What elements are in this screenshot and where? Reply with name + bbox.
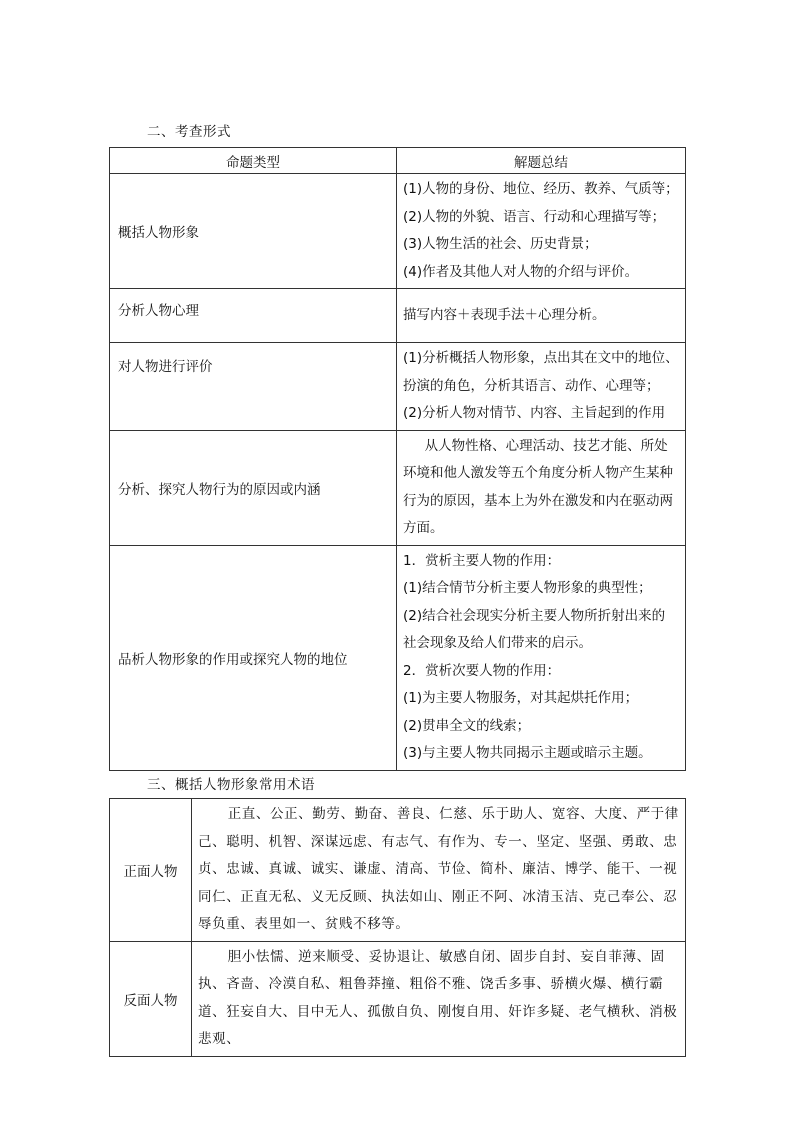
summary-line: (3)与主要人物共同揭示主题或暗示主题。 [403, 745, 652, 761]
positive-character-label: 正面人物 [110, 799, 192, 942]
question-type-cell: 概括人物形象 [110, 174, 397, 289]
summary-cell [397, 174, 686, 289]
section-heading-character-terms: 三、概括人物形象常用术语 [147, 777, 315, 793]
table-row [110, 941, 686, 1056]
summary-cell [397, 430, 686, 545]
summary-line: (4)作者及其他人对人物的介绍与评价。 [403, 263, 639, 280]
table-row [110, 174, 686, 289]
summary-line: (2)分析人物对情节、内容、主旨起到的作用 [403, 405, 666, 421]
summary-line: 扮演的角色，分析其语言、动作、心理等； [403, 377, 660, 394]
negative-character-label: 反面人物 [110, 941, 192, 1056]
table-row [110, 430, 686, 545]
question-type-cell: 对人物进行评价 [110, 343, 397, 431]
header-solution-summary: 解题总结 [397, 148, 686, 174]
table-row [110, 343, 686, 431]
summary-line: (2)人物的外貌、语言、行动和心理描写等； [403, 208, 666, 225]
summary-line: 描写内容＋表现手法＋心理分析。 [403, 306, 606, 323]
question-type-cell: 分析人物心理 [110, 289, 397, 343]
summary-paragraph: 从人物性格、心理活动、技艺才能、所处环境和他人激发等五个角度分析人物产生某种行为的原因，基本上为外在激发和内在驱动两方面。 [403, 437, 673, 536]
summary-line: 2．赏析次要人物的作用： [403, 662, 561, 679]
table-row [110, 799, 686, 942]
question-type-cell: 分析、探究人物行为的原因或内涵 [110, 430, 397, 545]
summary-cell [397, 343, 686, 431]
summary-cell [397, 545, 686, 770]
positive-terms-text: 正直、公正、勤劳、勤奋、善良、仁慈、乐于助人、宽容、大度、严于律己、聪明、机智、深谋远虑、有志气、有作为、专一、坚定、坚强、勇敢、忠贞、忠诚、真诚、诚实、谦虚、清高、节俭、简朴、廉洁、博学、能干、一视同仁、正直无私、义无反顾、执法如山、刚正不阿、冰清玉洁、克己奉公、忍辱负重、表里如一、贫贱不移等。 [192, 799, 686, 942]
table-row [110, 289, 686, 343]
character-terms-table [109, 798, 686, 1057]
table-row [110, 545, 686, 770]
summary-line: 社会现象及给人们带来的启示。 [403, 635, 592, 651]
summary-line: (1)分析概括人物形象，点出其在文中的地位、 [403, 350, 679, 366]
summary-cell [397, 289, 686, 343]
summary-line: (2)结合社会现实分析主要人物所折射出来的 [403, 607, 666, 624]
summary-line: 1．赏析主要人物的作用： [403, 552, 561, 569]
summary-line: (2)贯串全文的线索； [403, 717, 531, 734]
section-heading-exam-forms: 二、考查形式 [147, 124, 231, 140]
summary-line: (3)人物生活的社会、历史背景； [403, 236, 598, 252]
negative-terms-text: 胆小怯懦、逆来顺受、妥协退让、敏感自闭、固步自封、妄自菲薄、固执、吝啬、冷漠自私、粗鲁莽撞、粗俗不雅、饶舌多事、骄横火爆、横行霸道、狂妄自大、目中无人、孤傲自负、刚愎自用、奸诈多疑、老气横秋、消极悲观、 [192, 941, 686, 1056]
header-question-type: 命题类型 [110, 148, 397, 174]
summary-line: (1)结合情节分析主要人物形象的典型性； [403, 580, 652, 596]
question-type-cell: 品析人物形象的作用或探究人物的地位 [110, 545, 397, 770]
summary-line: (1)人物的身份、地位、经历、教养、气质等； [403, 181, 679, 197]
summary-line: (1)为主要人物服务，对其起烘托作用； [403, 690, 639, 706]
table-header-row [110, 148, 686, 174]
question-type-table [109, 147, 686, 771]
